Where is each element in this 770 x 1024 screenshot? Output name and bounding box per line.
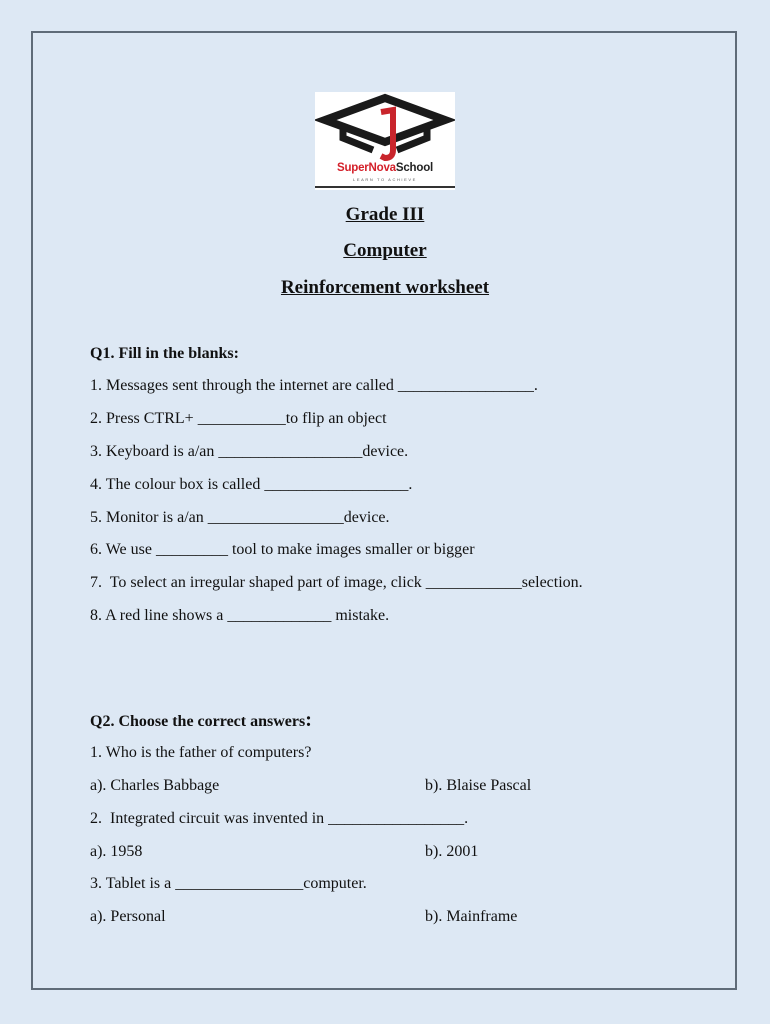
q1-item-5: 5. Monitor is a/an _________________device.: [90, 509, 390, 526]
q2-q2-option-b: b). 2001: [425, 843, 479, 860]
q2-q2-option-a: a). 1958: [90, 843, 143, 860]
q1-title: Q1. Fill in the blanks:: [90, 345, 239, 362]
subject-heading: Computer: [343, 240, 427, 261]
school-logo: [315, 92, 455, 190]
logo-tagline: LEARN TO ACHIEVE: [353, 177, 417, 182]
q1-item-8: 8. A red line shows a _____________ mistake.: [90, 607, 390, 624]
q1-item-1: 1. Messages sent through the internet are called _________________.: [90, 377, 538, 394]
logo-name: SuperNovaSchool: [336, 162, 434, 174]
q2-question-2: 2. Integrated circuit was invented in _________________.: [90, 810, 469, 827]
q2-question-3: 3. Tablet is a ________________computer.: [90, 875, 367, 892]
q2-q1-option-a: a). Charles Babbage: [90, 777, 220, 794]
q1-item-2: 2. Press CTRL+ ___________to flip an object: [90, 410, 387, 427]
graduation-cap-icon: [315, 92, 455, 164]
logo-divider: [315, 186, 455, 188]
q2-q3-option-b: b). Mainframe: [425, 908, 518, 925]
q2-title: Q2. Choose the correct answers:: [90, 709, 312, 731]
q1-item-4: 4. The colour box is called __________________.: [90, 476, 413, 493]
grade-heading: Grade III: [345, 204, 425, 225]
worksheet-title: Reinforcement worksheet: [280, 277, 490, 298]
q2-q1-option-b: b). Blaise Pascal: [425, 777, 532, 794]
q1-item-7: 7. To select an irregular shaped part of image, click ____________selection.: [90, 574, 583, 591]
q2-q3-option-a: a). Personal: [90, 908, 166, 925]
q2-question-1: 1. Who is the father of computers?: [90, 744, 312, 761]
q1-item-3: 3. Keyboard is a/an __________________device.: [90, 443, 409, 460]
q1-item-6: 6. We use _________ tool to make images smaller or bigger: [90, 541, 475, 558]
